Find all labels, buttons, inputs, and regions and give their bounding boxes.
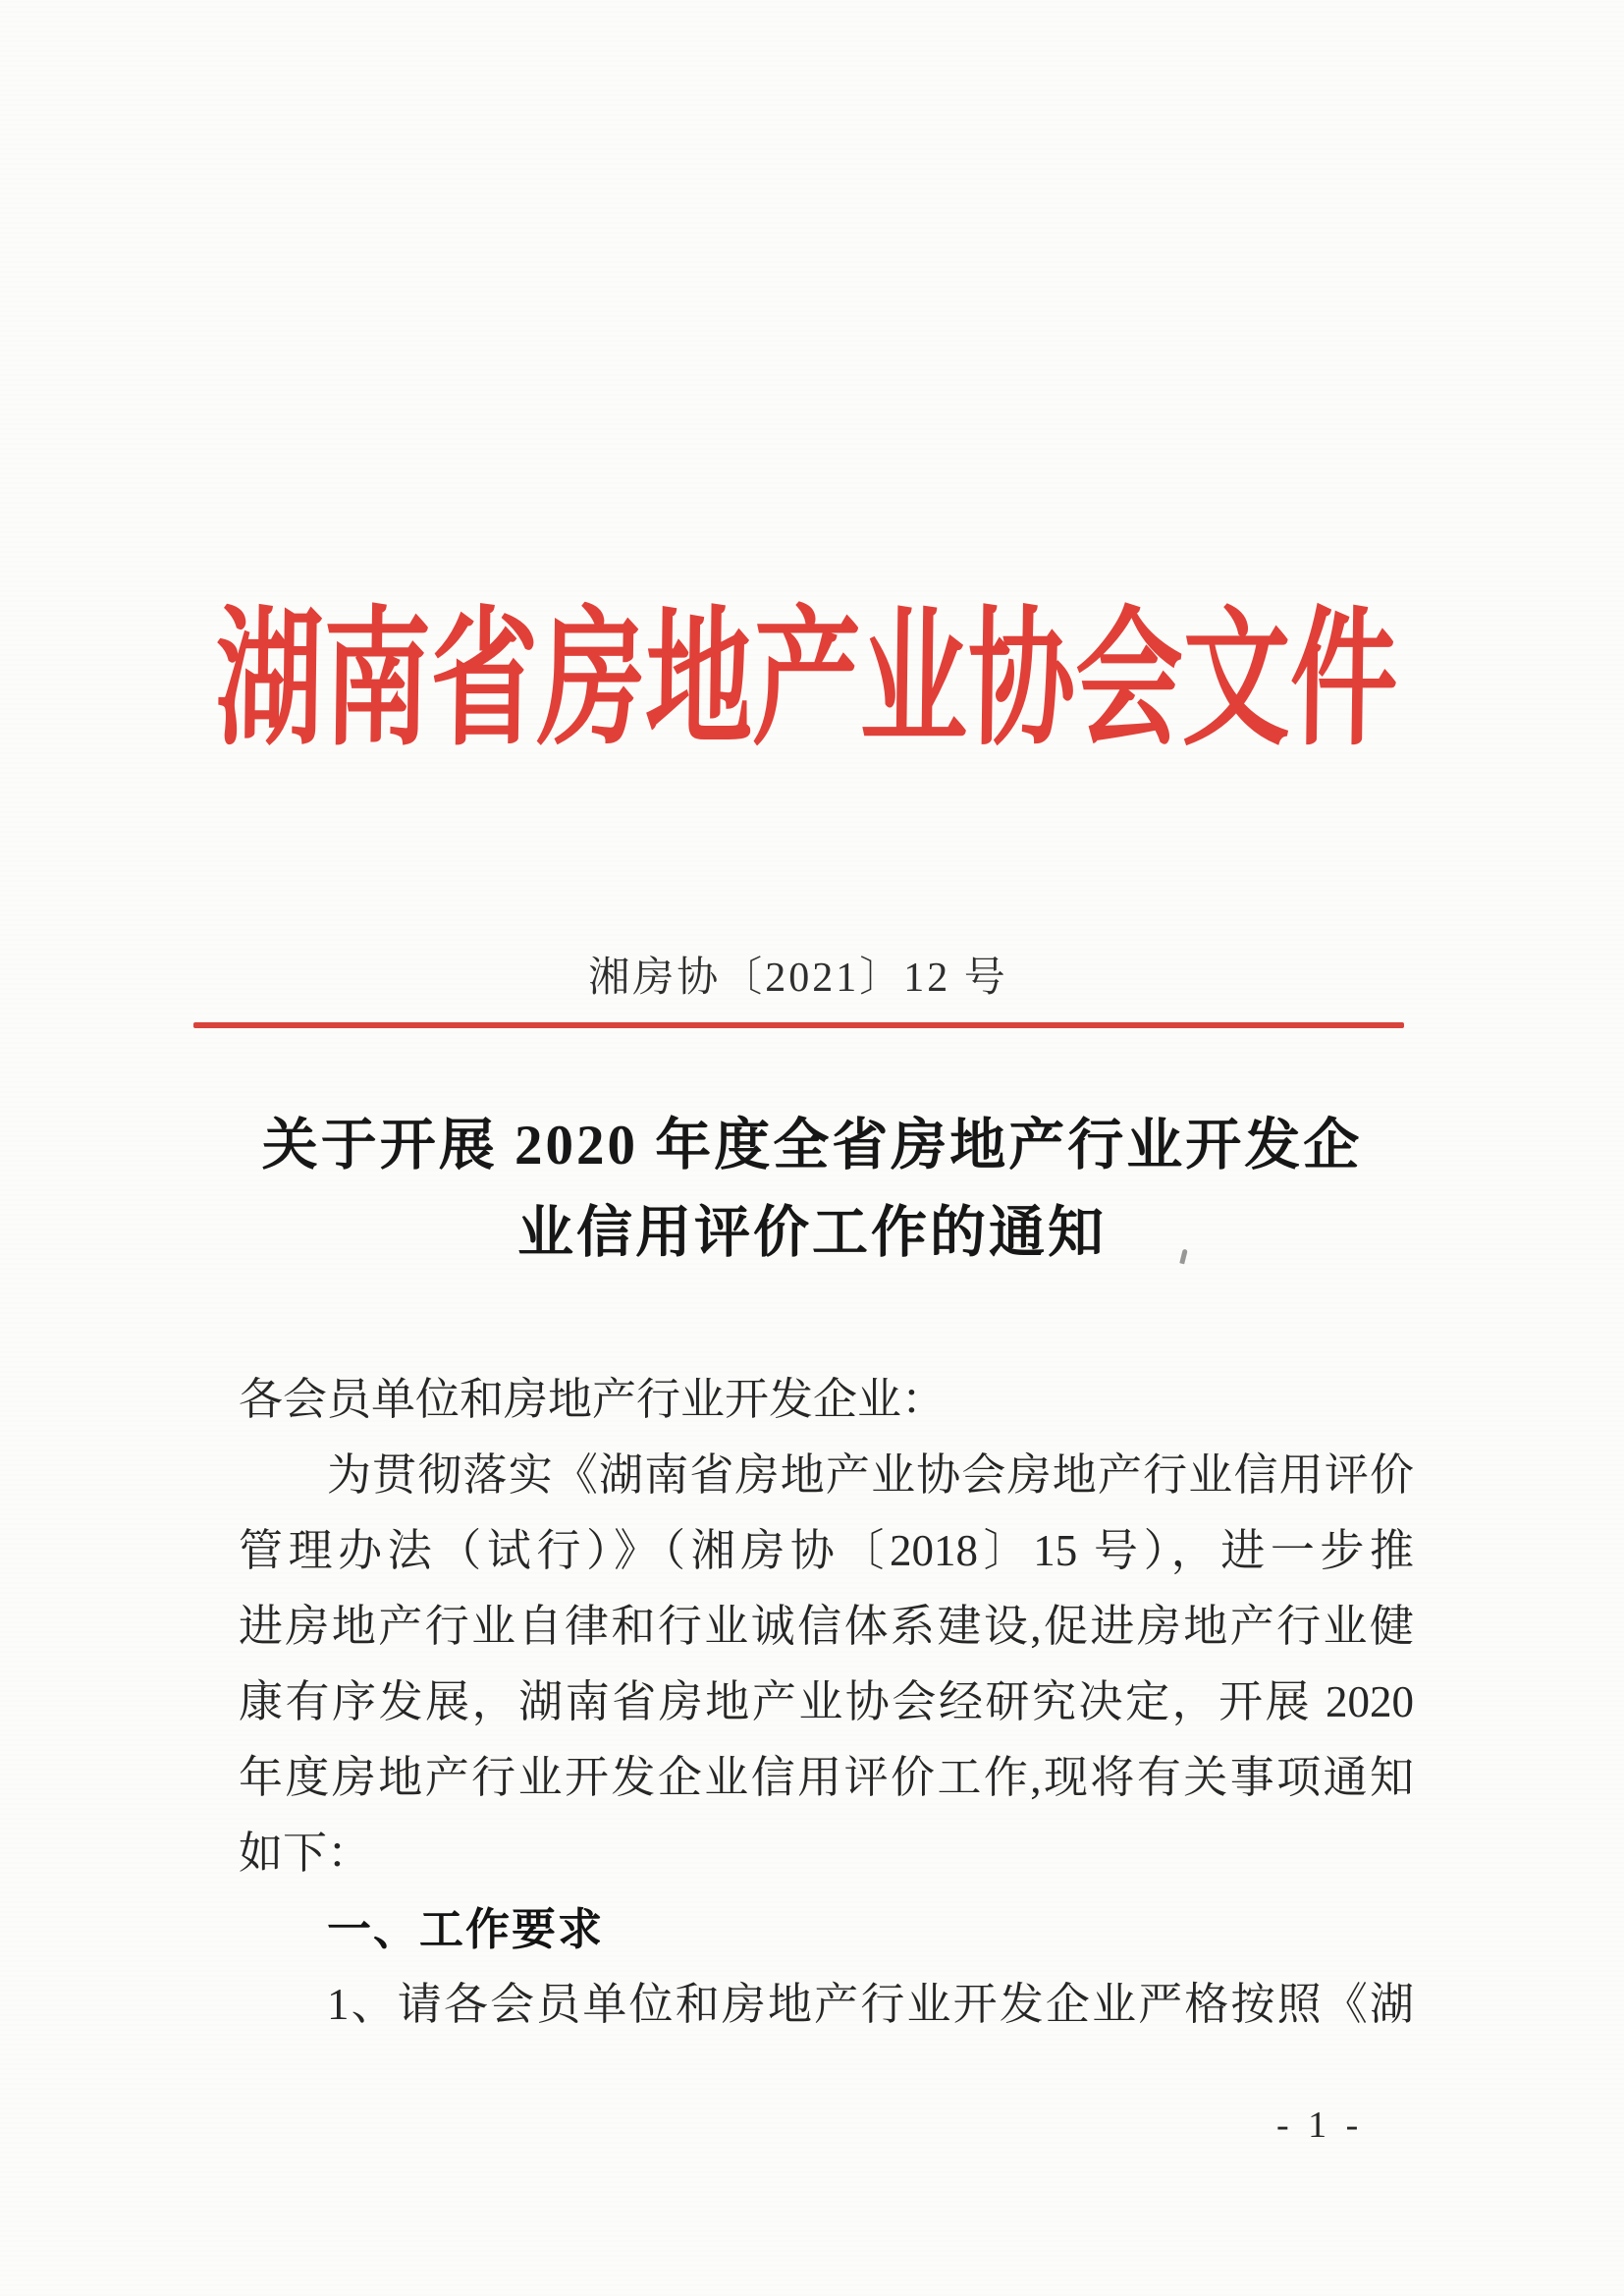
- paragraph-line-5: 年度房地产行业开发企业信用评价工作,现将有关事项通知: [239, 1753, 1414, 1802]
- salutation-line: 各会员单位和房地产行业开发企业：: [239, 1375, 947, 1424]
- paragraph-line-2: 管理办法（试行）》（湘房协〔2018〕15 号），进一步推: [239, 1526, 1414, 1575]
- paragraph-line-1: 为贯彻落实《湖南省房地产业协会房地产行业信用评价: [327, 1450, 1414, 1500]
- red-divider-rule: [193, 1022, 1404, 1028]
- paragraph-line-4: 康有序发展，湖南省房地产业协会经研究决定，开展 2020: [239, 1677, 1414, 1726]
- notice-title-line1: 关于开展 2020 年度全省房地产行业开发企: [261, 1115, 1363, 1176]
- notice-title: [224, 1102, 1400, 1277]
- page-number: - 1 -: [1276, 2105, 1364, 2146]
- section-heading-work-requirements: 一、工作要求: [327, 1904, 605, 1954]
- red-header-org-title: 湖南省房地产业协会文件: [214, 598, 1399, 763]
- document-number: 湘房协〔2021〕12 号: [588, 956, 1008, 1001]
- paragraph-line-6: 如下：: [239, 1829, 372, 1878]
- notice-body: [239, 1362, 1414, 2043]
- list-item-1: 1、请各会员单位和房地产行业开发企业严格按照《湖: [327, 1980, 1414, 2029]
- paragraph-line-3: 进房地产行业自律和行业诚信体系建设,促进房地产行业健: [239, 1602, 1414, 1651]
- notice-title-line2: 业信用评价工作的通知: [517, 1202, 1107, 1264]
